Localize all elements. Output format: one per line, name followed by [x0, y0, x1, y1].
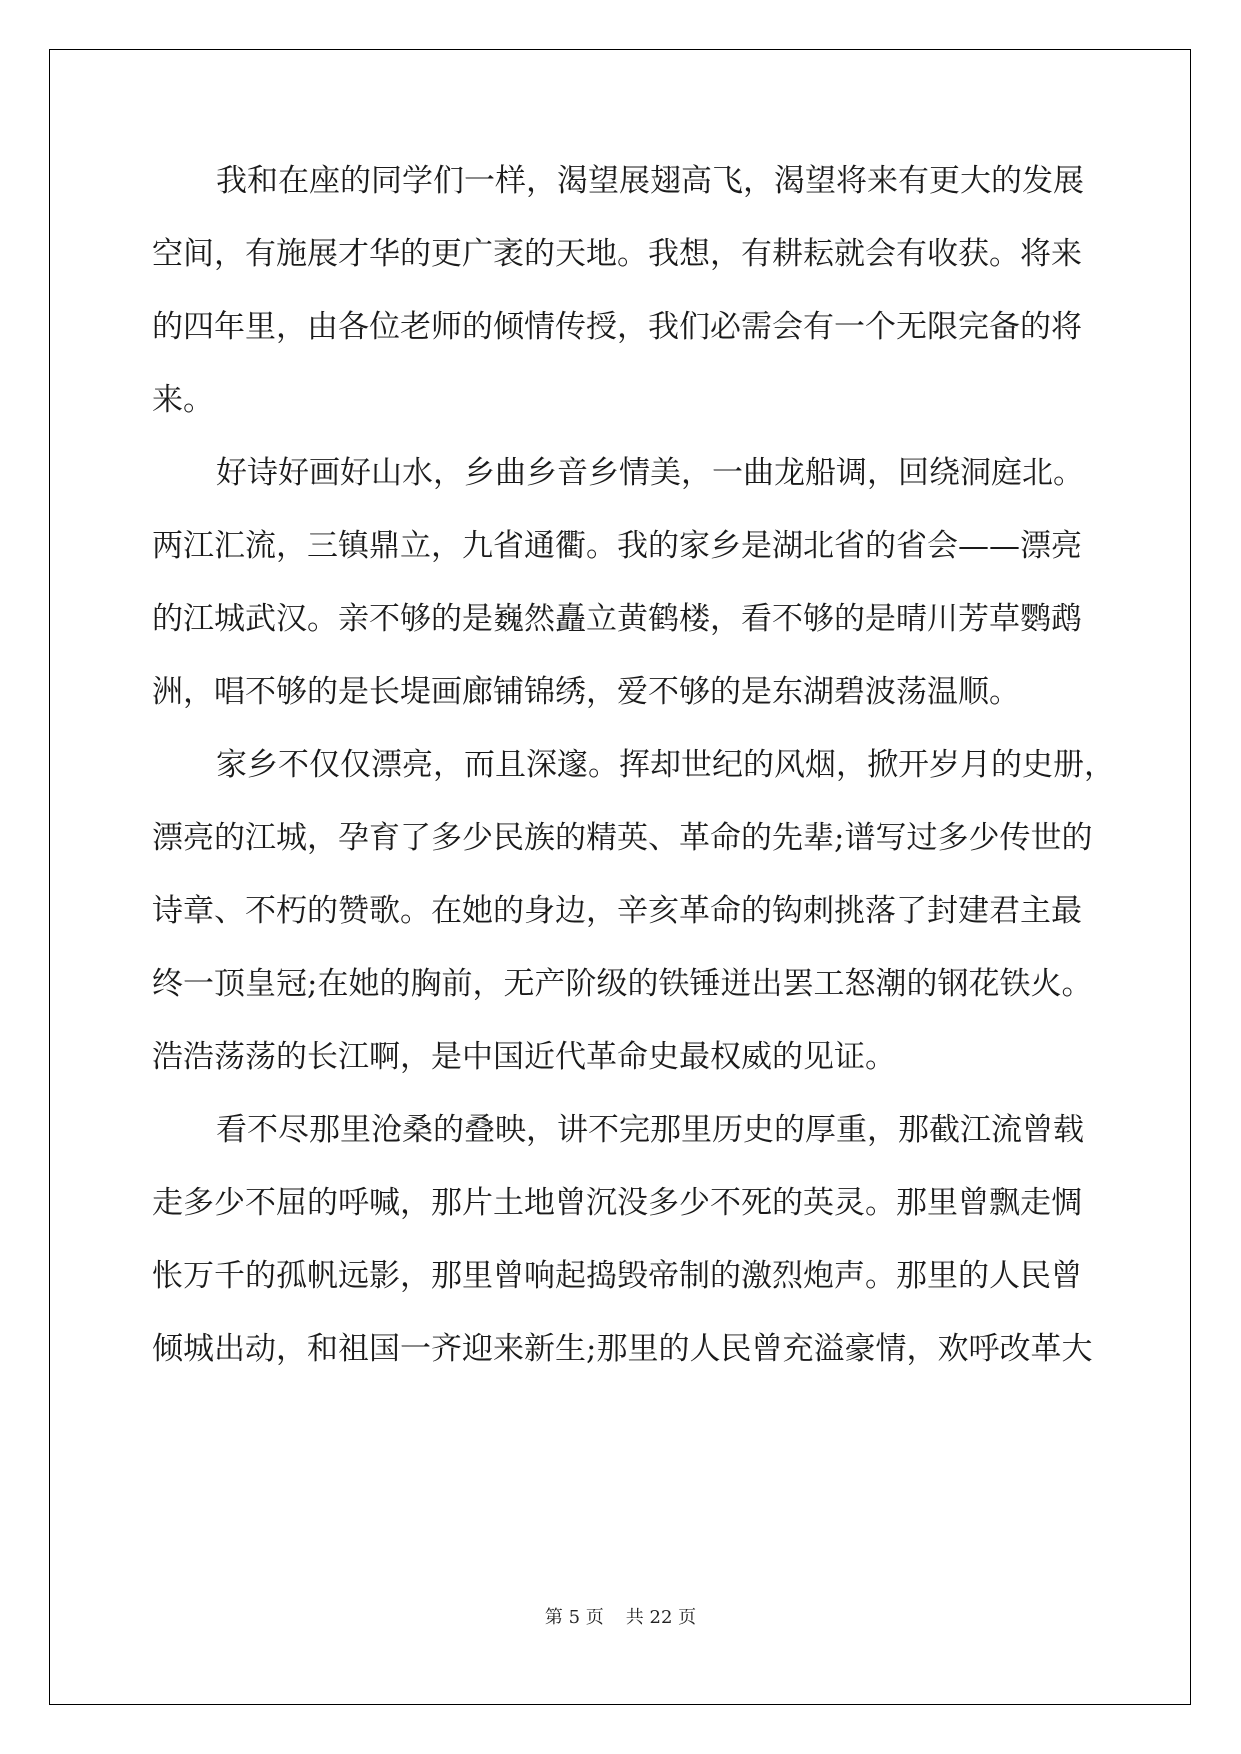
text-line: 的四年里，由各位老师的倾情传授，我们必需会有一个无限完备的将	[152, 309, 1082, 345]
page-total: 共 22 页	[625, 1607, 697, 1628]
text-line: 家乡不仅仅漂亮，而且深邃。挥却世纪的风烟，掀开岁月的史册，	[216, 747, 1115, 783]
text-line: 洲，唱不够的是长堤画廊铺锦绣，爱不够的是东湖碧波荡温顺。	[152, 674, 1020, 710]
text-line: 空间，有施展才华的更广袤的天地。我想，有耕耘就会有收获。将来	[152, 236, 1082, 272]
text-line: 两江汇流，三镇鼎立，九省通衢。我的家乡是湖北省的省会——漂亮	[152, 528, 1082, 564]
text-line: 来。	[152, 382, 214, 418]
page-footer	[0, 1603, 1241, 1629]
text-line: 看不尽那里沧桑的叠映，讲不完那里历史的厚重，那截江流曾载	[216, 1112, 1084, 1148]
text-line: 好诗好画好山水，乡曲乡音乡情美，一曲龙船调，回绕洞庭北。	[216, 455, 1084, 491]
text-line: 浩浩荡荡的长江啊，是中国近代革命史最权威的见证。	[152, 1039, 896, 1075]
document-body	[152, 163, 1115, 1406]
text-line: 倾城出动，和祖国一齐迎来新生;那里的人民曾充溢豪情，欢呼改革大	[152, 1331, 1093, 1367]
text-line: 终一顶皇冠;在她的胸前，无产阶级的铁锤迸出罢工怒潮的钢花铁火。	[152, 966, 1093, 1002]
text-line: 漂亮的江城，孕育了多少民族的精英、革命的先辈;谱写过多少传世的	[152, 820, 1093, 856]
text-line: 诗章、不朽的赞歌。在她的身边，辛亥革命的钩刺挑落了封建君主最	[152, 893, 1082, 929]
text-line: 走多少不屈的呼喊，那片土地曾沉没多少不死的英灵。那里曾飘走惆	[152, 1185, 1082, 1221]
text-line: 的江城武汉。亲不够的是巍然矗立黄鹤楼，看不够的是晴川芳草鹦鹉	[152, 601, 1082, 637]
page-number: 第 5 页	[544, 1607, 604, 1628]
text-line: 怅万千的孤帆远影，那里曾响起捣毁帝制的激烈炮声。那里的人民曾	[152, 1258, 1082, 1294]
text-line: 我和在座的同学们一样，渴望展翅高飞，渴望将来有更大的发展	[216, 163, 1084, 199]
